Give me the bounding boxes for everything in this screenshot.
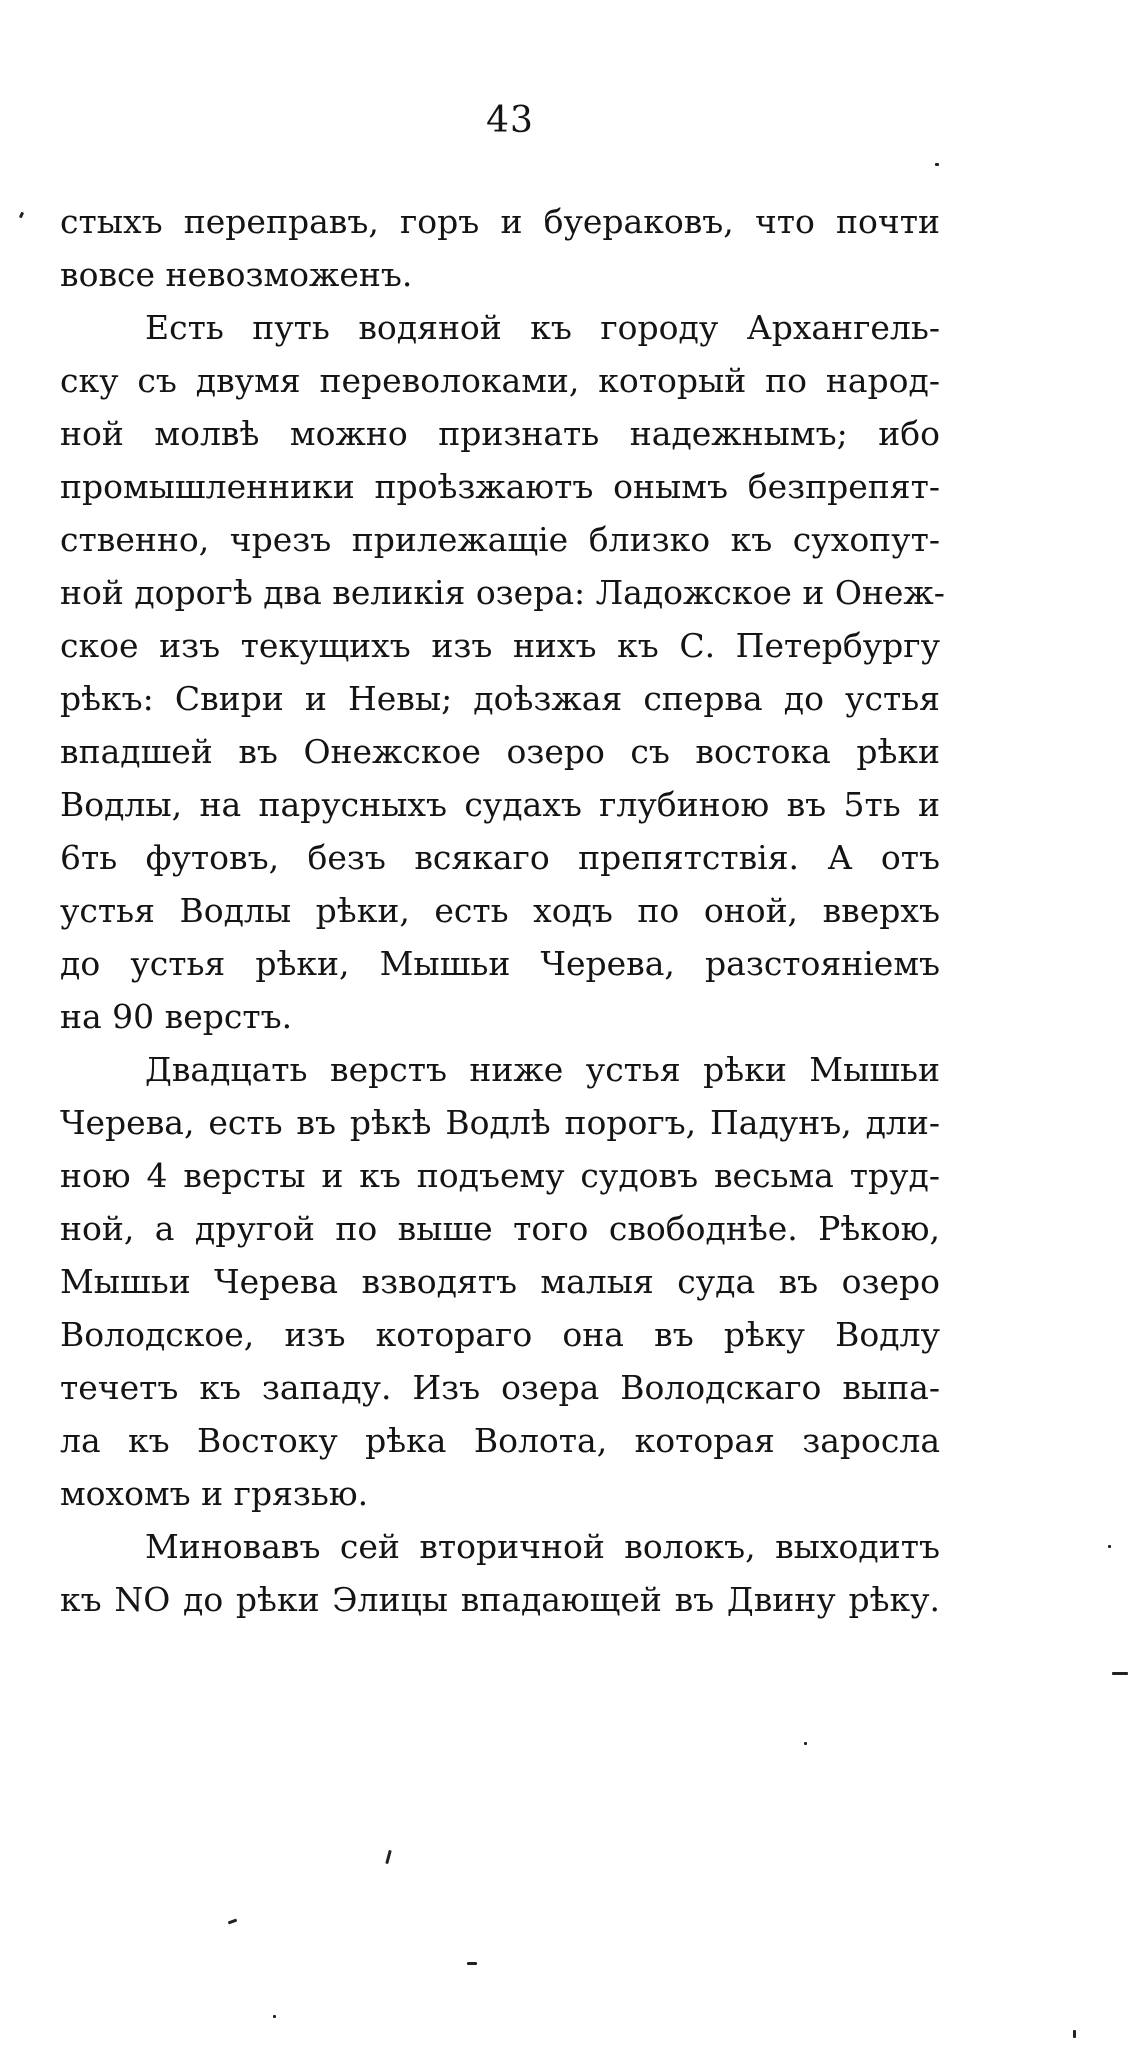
text-line: ла къ Востоку рѣка Волота, которая заросла xyxy=(60,1421,940,1460)
paragraph-3 xyxy=(60,1043,940,1520)
text-line: Мышьи Черева взводятъ малыя суда въ озеро xyxy=(60,1262,940,1301)
body-text xyxy=(60,195,945,1626)
text-line: течетъ къ западу. Изъ озера Володскаго выпа- xyxy=(60,1368,940,1407)
text-line: вовсе невозможенъ. xyxy=(60,255,413,294)
text-line: рѣкъ: Свири и Невы; доѣзжая сперва до устья xyxy=(60,679,940,718)
text-line: промышленники проѣзжаютъ онымъ безпрепят- xyxy=(60,467,940,506)
text-line: ной дорогѣ два великія озера: Ладожское и Онеж- xyxy=(60,573,945,612)
text-line: ское изъ текущихъ изъ нихъ къ С. Петербургу xyxy=(60,626,940,665)
scan-speck xyxy=(273,2015,276,2018)
paragraph-4 xyxy=(60,1520,940,1626)
text-line: 6ть футовъ, безъ всякаго препятствія. А отъ xyxy=(60,838,940,877)
text-line: ску съ двумя переволоками, который по народ- xyxy=(60,361,940,400)
text-line: до устья рѣки, Мышьи Черева, разстояніемъ xyxy=(60,944,940,983)
scan-speck xyxy=(228,1919,237,1925)
paragraph-1 xyxy=(60,195,940,301)
scan-speck xyxy=(935,163,939,166)
scan-speck xyxy=(19,212,24,219)
scan-speck xyxy=(385,1850,392,1864)
text-line: мохомъ и грязью. xyxy=(60,1474,369,1513)
text-line: на 90 верстъ. xyxy=(60,997,293,1036)
text-line: стыхъ переправъ, горъ и буераковъ, что почти xyxy=(60,202,940,241)
text-line: ной, а другой по выше того свободнѣе. Рѣкою, xyxy=(60,1209,940,1248)
text-line: Есть путь водяной къ городу Архангель- xyxy=(145,308,940,347)
scan-speck xyxy=(1112,1672,1128,1675)
text-line: Миновавъ сей вторичной волокъ, выходитъ xyxy=(145,1527,940,1566)
text-line: Водлы, на парусныхъ судахъ глубиною въ 5ть и xyxy=(60,785,940,824)
text-line: Володское, изъ котораго она въ рѣку Водлу xyxy=(60,1315,940,1354)
text-line: ной молвѣ можно признать надежнымъ; ибо xyxy=(60,414,940,453)
scan-speck xyxy=(467,1962,477,1965)
text-line: ственно, чрезъ прилежащіе близко къ сухопут- xyxy=(60,520,940,559)
text-line: Черева, есть въ рѣкѣ Водлѣ порогъ, Падунъ, дли- xyxy=(60,1103,940,1142)
scan-speck xyxy=(804,1742,807,1745)
text-line: устья Водлы рѣки, есть ходъ по оной, вверхъ xyxy=(60,891,940,930)
text-line: впадшей въ Онежское озеро съ востока рѣки xyxy=(60,732,940,771)
text-line: ною 4 версты и къ подъему судовъ весьма труд- xyxy=(60,1156,940,1195)
paragraph-2 xyxy=(60,301,945,1043)
text-line: Двадцать верстъ ниже устья рѣки Мышьи xyxy=(145,1050,940,1089)
text-line: къ NO до рѣки Элицы впадающей въ Двину рѣку. xyxy=(60,1580,940,1619)
page-number: 43 xyxy=(486,100,534,141)
scan-speck xyxy=(1108,1545,1111,1548)
scan-speck xyxy=(1073,2030,1076,2038)
